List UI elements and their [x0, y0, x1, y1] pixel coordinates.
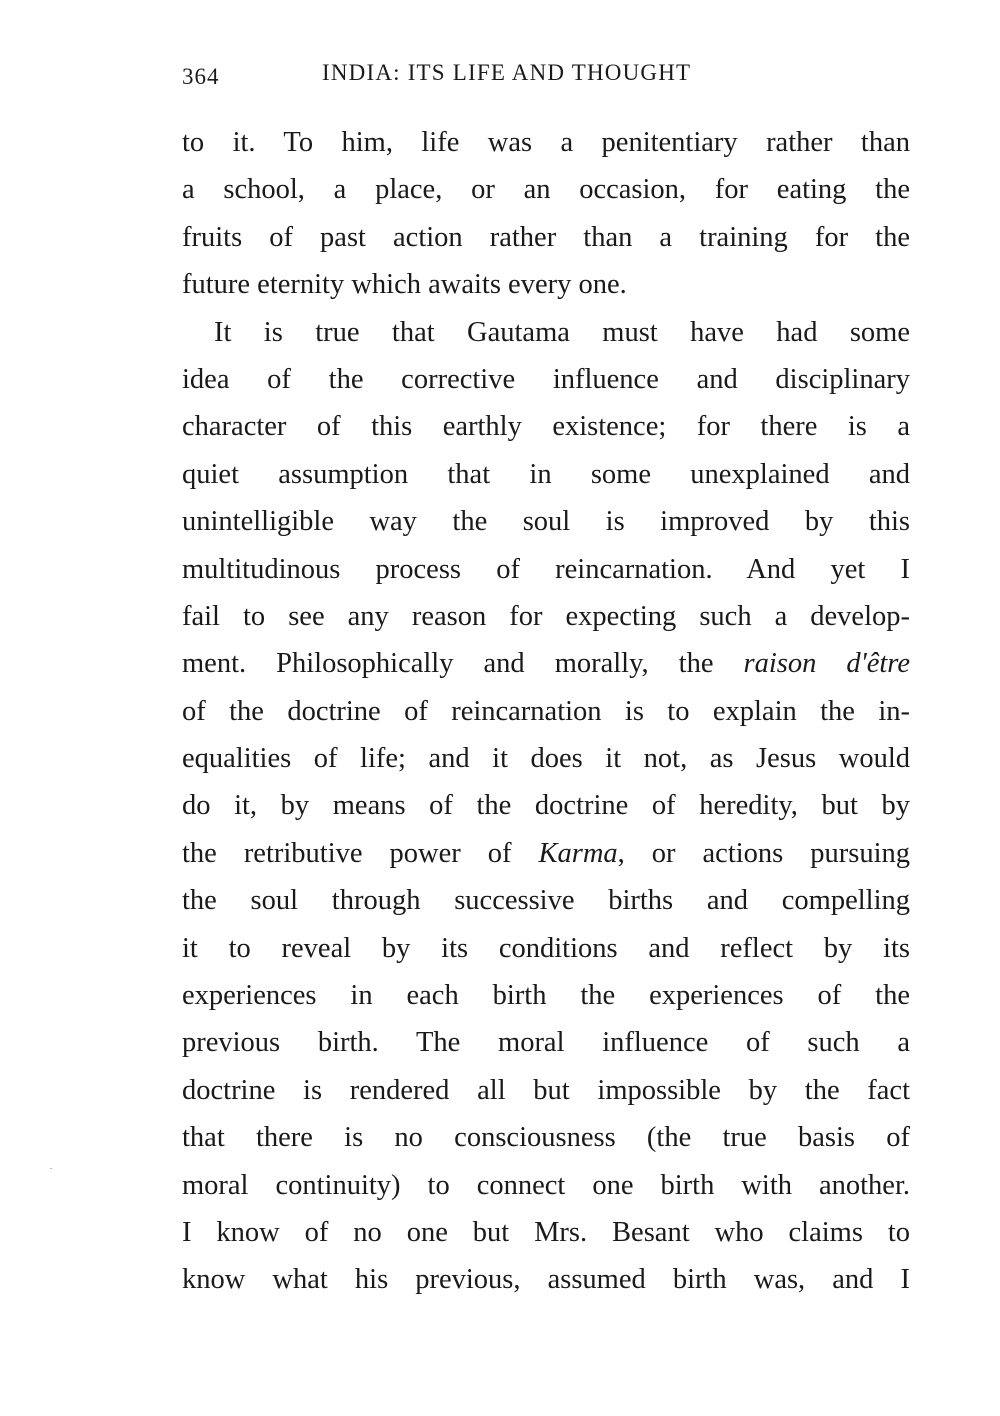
text-line: doctrine is rendered all but impossible by the fact [182, 1074, 910, 1106]
text-line: quiet assumption that in some unexplained and [182, 458, 910, 490]
text-line-with-italic [182, 830, 910, 877]
text-line: idea of the corrective influence and disciplinary [182, 363, 910, 395]
text-segment: ment. Philosophically and morally, the [182, 648, 744, 680]
page-header [182, 60, 910, 100]
text-line: that there is no consciousness (the true basis of [182, 1122, 910, 1154]
text-line-with-italic [182, 640, 910, 687]
text-line: it to reveal by its conditions and reflect by its [182, 932, 910, 964]
text-line: character of this earthly existence; for there is a [182, 411, 910, 443]
running-head: INDIA: ITS LIFE AND THOUGHT [322, 60, 692, 85]
text-line: a school, a place, or an occasion, for eating the [182, 174, 910, 206]
italic-phrase: raison d'être [743, 648, 910, 680]
text-line: fail to see any reason for expecting such a develop- [182, 600, 910, 632]
text-line: equalities of life; and it does it not, as Jesus would [182, 743, 910, 775]
text-line: multitudinous process of reincarnation. And yet I [182, 553, 910, 585]
body-text [182, 119, 910, 1304]
text-segment: the retributive power of [182, 837, 539, 869]
text-line: the soul through successive births and compelling [182, 885, 910, 917]
text-line: unintelligible way the soul is improved by this [182, 506, 910, 538]
text-line: moral continuity) to connect one birth with another. [182, 1169, 910, 1201]
text-line: know what his previous, assumed birth was, and I [182, 1264, 910, 1296]
text-line: It is true that Gautama must have had some [214, 316, 910, 348]
text-line: previous birth. The moral influence of such a [182, 1027, 910, 1059]
text-line: to it. To him, life was a penitentiary rather than [182, 127, 910, 158]
text-line: fruits of past action rather than a training for the [182, 221, 910, 253]
italic-word: Karma [538, 837, 618, 869]
page-number: 364 [182, 64, 220, 89]
text-segment: , or actions pursuing [617, 837, 911, 869]
text-line: do it, by means of the doctrine of heredity, but by [182, 790, 910, 822]
text-line: of the doctrine of reincarnation is to explain the in- [182, 695, 910, 727]
text-line: future eternity which awaits every one. [182, 269, 627, 301]
scan-speck [50, 1168, 52, 1169]
text-line: I know of no one but Mrs. Besant who claims to [182, 1216, 910, 1248]
text-line: experiences in each birth the experiences of the [182, 980, 910, 1012]
